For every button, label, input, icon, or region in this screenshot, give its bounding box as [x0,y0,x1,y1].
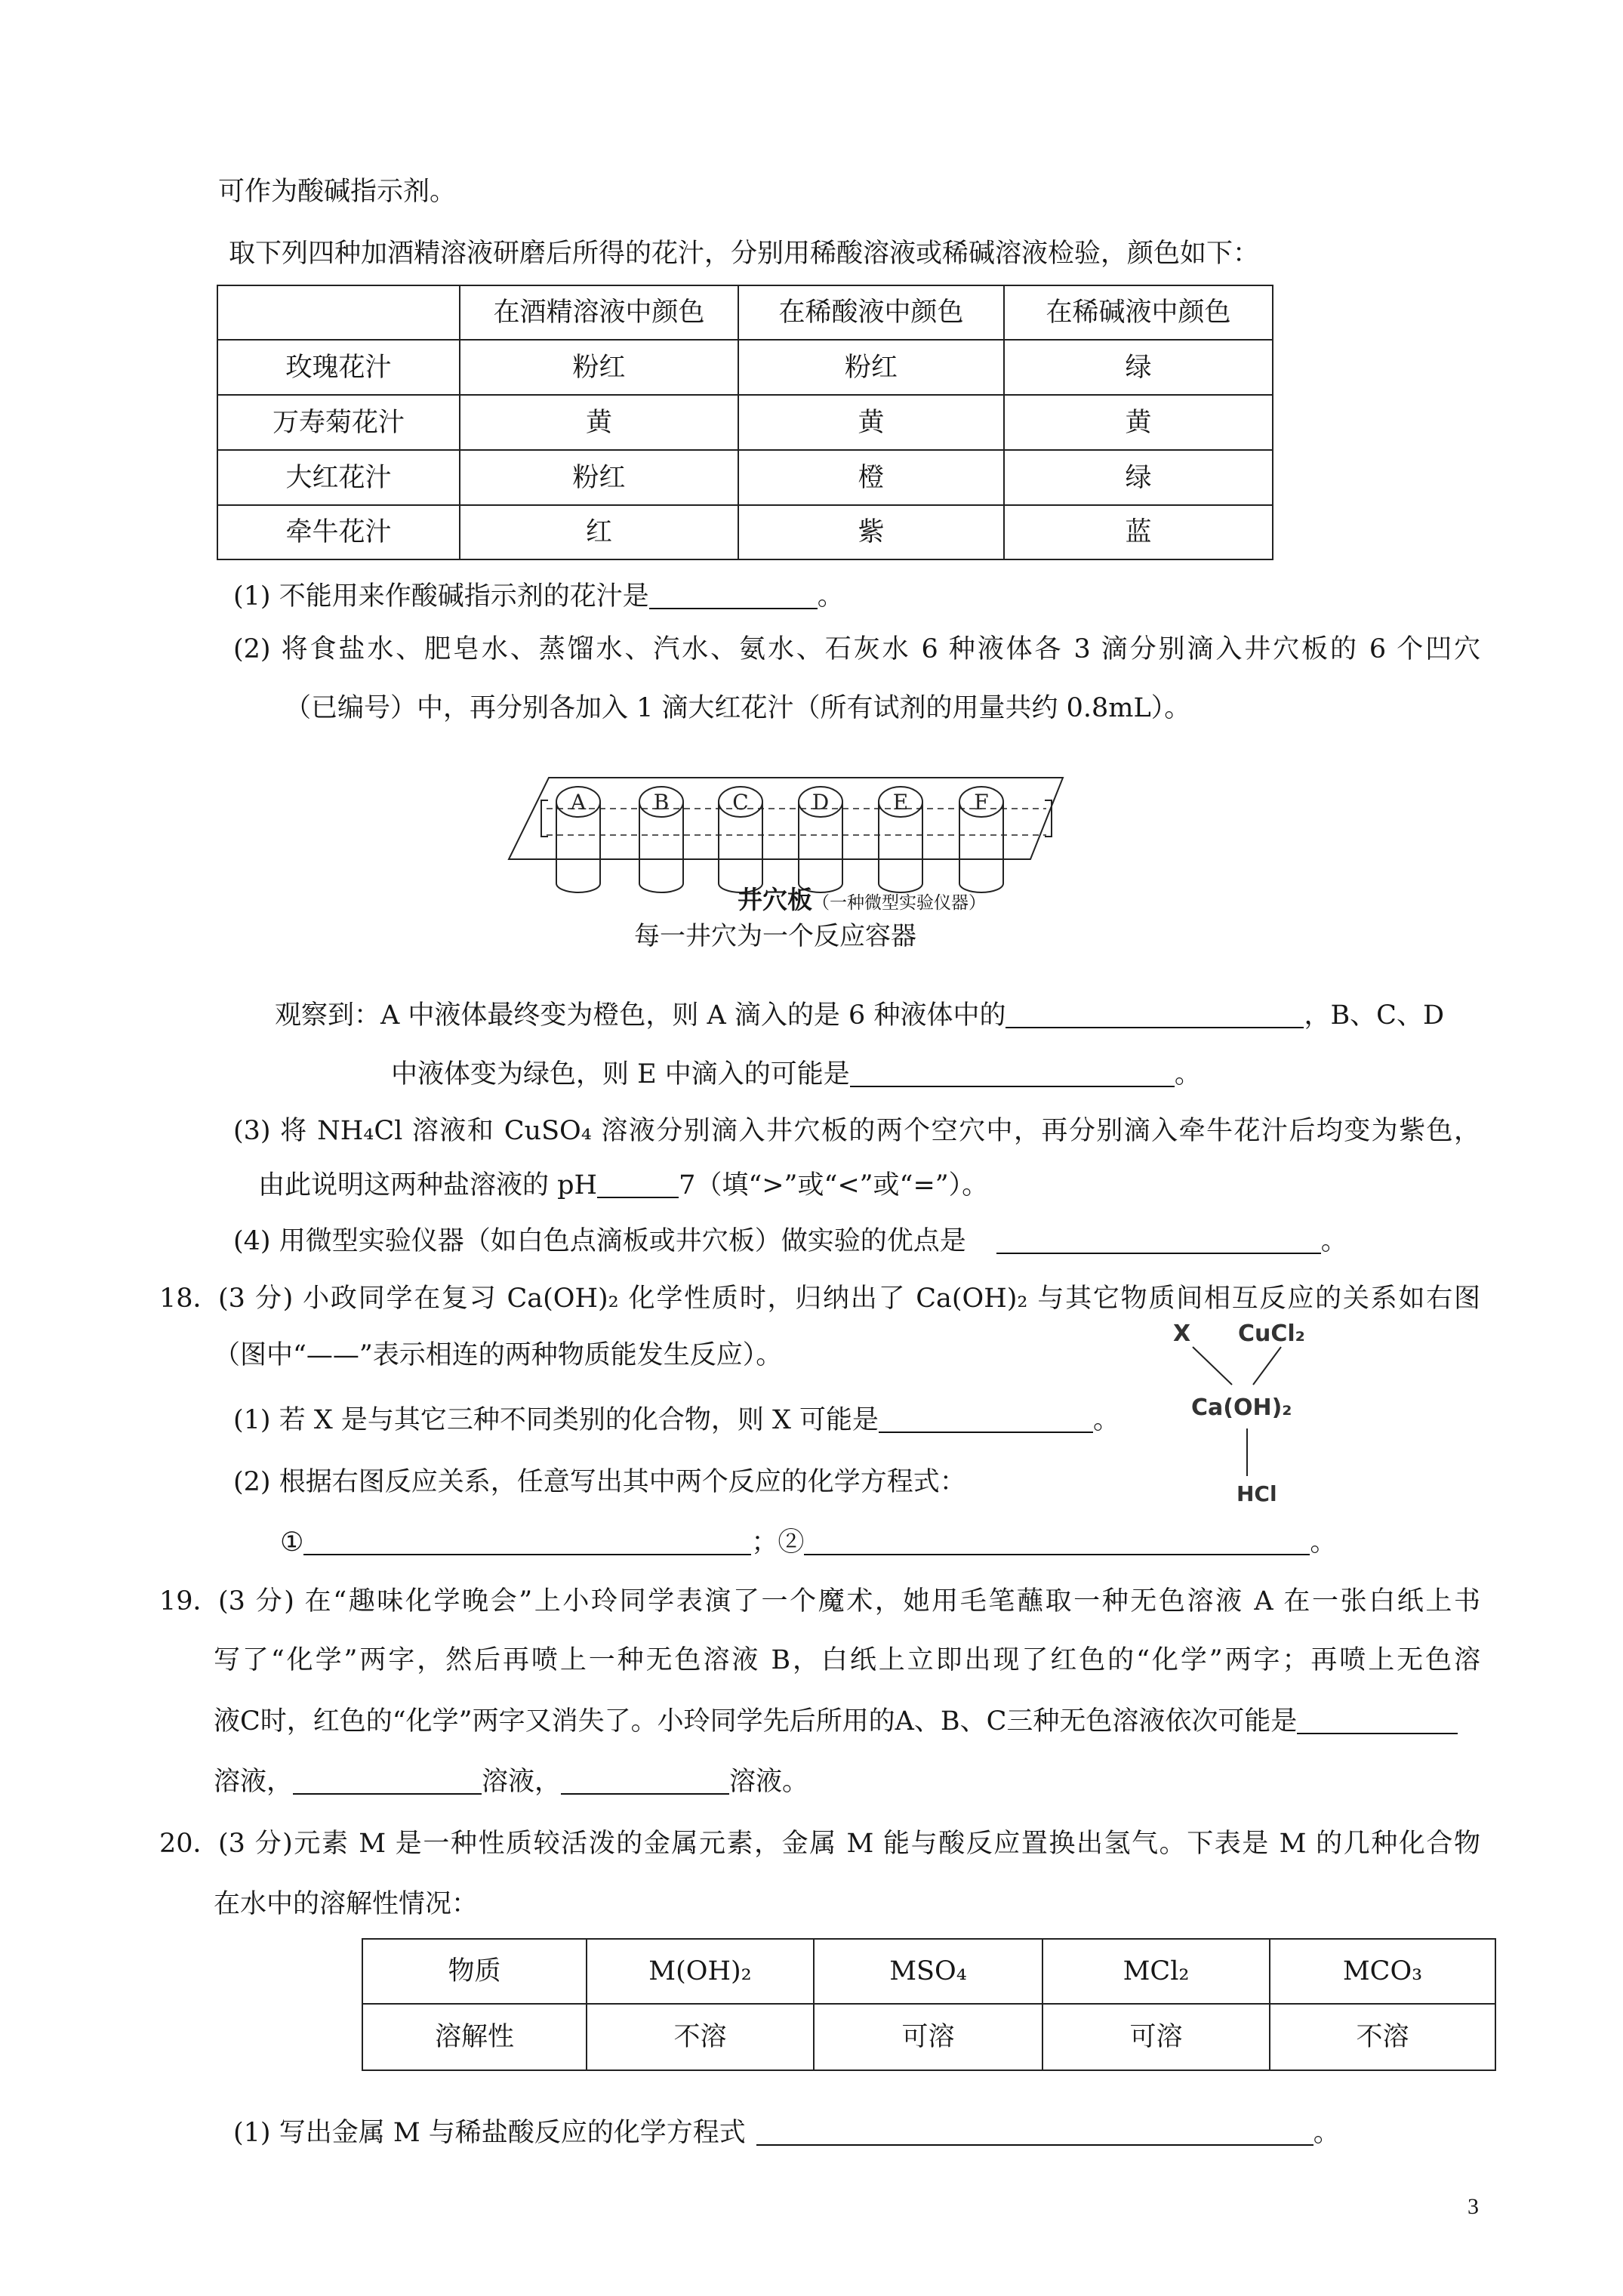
table-header-cell: MCl₂ [1042,1939,1270,2004]
q18-number: 18． [159,1284,220,1314]
table-header-row [217,285,1273,340]
q18-part1-text: (1) 若 X 是与其它三种不同类别的化合物，则 X 可能是 [233,1405,879,1435]
part4-text: (4) 用微型实验仪器（如白色点滴板或井穴板）做实验的优点是 [233,1226,966,1256]
observe-end: 。 [1174,1059,1201,1089]
figure-caption [738,883,986,921]
table-row [217,395,1273,450]
well-f [959,787,1003,892]
reaction-relation-diagram [1163,1314,1359,1510]
q19-line4-text: 溶液， [482,1767,562,1797]
well-e [879,787,922,892]
table-row-label: 万寿菊花汁 [217,395,460,450]
table-cell: 紫 [738,505,1004,559]
q18-answer-line [280,1526,1336,1559]
q17-observe-line2 [391,1058,1201,1091]
table-cell: 不溶 [1270,2004,1495,2070]
well-a [556,787,600,892]
right-bracket [1045,800,1052,837]
figure-caption-note: （一种微型实验仪器） [812,893,986,913]
q20-part1 [233,2116,1340,2150]
q20-part1-end: 。 [1313,2118,1340,2148]
q19-line1: (3 分) 在“趣味化学晚会”上小玲同学表演了一个魔术，她用毛笔蘸取一种无色溶液 A 在一张白纸上书 [218,1586,1480,1616]
diagram-caoh2-label: Ca(OH)₂ [1191,1395,1292,1421]
answer-blank [850,1063,1175,1087]
well-plate-figure [498,763,1079,902]
q20-line2: 在水中的溶解性情况： [214,1889,479,1919]
answer-blank [1297,1710,1458,1734]
table-header-cell: 在稀酸液中颜色 [738,285,1004,340]
table-cell: 绿 [1004,450,1273,505]
answer-blank [293,1771,482,1795]
well-label: A [570,790,587,815]
q17-part1-text: (1) 不能用来作酸碱指示剂的花汁是 [233,581,649,612]
q19-line3 [214,1705,1458,1738]
answer-blank [303,1531,751,1555]
table-cell: 粉红 [460,450,738,505]
q17-part2-line1: (2) 将食盐水、肥皂水、蒸馏水、汽水、氨水、石灰水 6 种液体各 3 滴分别滴入井穴板的 6 个凹穴 [233,634,1480,664]
figure-caption-sub: 每一井穴为一个反应容器 [634,921,916,951]
answer-end: 。 [1310,1527,1337,1558]
table-row-label: 物质 [362,1939,587,2004]
table-cell: 粉红 [738,340,1004,395]
intro-line-2: 取下列四种加酒精溶液研磨后所得的花汁，分别用稀酸溶液或稀碱溶液检验，颜色如下： [229,239,1260,269]
part3-end: 7（填“>”或“<”或“=”）。 [679,1170,989,1200]
q18-part1 [233,1404,1119,1437]
diagram-cucl2-label: CuCl₂ [1238,1321,1305,1347]
table-row-label: 大红花汁 [217,450,460,505]
diagram-link-x [1193,1347,1232,1385]
table-cell: 橙 [738,450,1004,505]
q17-part1 [233,580,844,613]
observe-text: 观察到：A 中液体最终变为橙色，则 A 滴入的是 6 种液体中的 [275,1000,1006,1031]
table-cell: 粉红 [460,340,738,395]
table-cell: 不溶 [587,2004,814,2070]
table-header-cell: 在稀碱液中颜色 [1004,285,1273,340]
table-header-row [362,1939,1495,2004]
q18-line2: （图中“——”表示相连的两种物质能发生反应）。 [214,1340,783,1370]
part4-end: 。 [1320,1226,1347,1256]
flower-juice-color-table [217,285,1273,560]
q19-line2: 写了“化学”两字，然后再喷上一种无色溶液 B，白纸上立即出现了红色的“化学”两字；再喷上无色溶 [214,1645,1480,1675]
well-label: E [892,790,909,815]
figure-caption-main: 井穴板 [738,885,812,914]
answer-blank [879,1409,1093,1433]
answer-separator: ；② [751,1527,805,1558]
table-cell: 绿 [1004,340,1273,395]
table-row [362,2004,1495,2070]
page-number: 3 [1467,2194,1479,2219]
table-row [217,505,1273,559]
table-header-cell: MSO₄ [814,1939,1042,2004]
q17-part3-line2 [258,1169,988,1202]
left-bracket [541,800,548,837]
table-row [217,340,1273,395]
well-label: D [812,790,830,815]
observe-text: 中液体变为绿色，则 E 中滴入的可能是 [391,1059,850,1089]
table-header-cell [217,285,460,340]
table-row-label: 牵牛花汁 [217,505,460,559]
q17-part3-line1: (3) 将 NH₄Cl 溶液和 CuSO₄ 溶液分别滴入井穴板的两个空穴中，再分别滴入牵牛花汁后均变为紫色， [233,1116,1480,1146]
solubility-table [362,1938,1496,2071]
q18-part1-end: 。 [1093,1405,1120,1435]
diagram-x-label: X [1173,1321,1191,1347]
q18-part2: (2) 根据右图反应关系，任意写出其中两个反应的化学方程式： [233,1467,966,1497]
answer-blank [1006,1004,1304,1028]
well-label: C [732,790,749,815]
well-b [639,787,683,892]
table-row [217,450,1273,505]
q17-part2-line2: （已编号）中，再分别各加入 1 滴大红花汁（所有试剂的用量共约 0.8mL）。 [285,693,1191,723]
answer-blank [597,1174,679,1198]
q20-number: 20． [159,1829,220,1859]
table-cell: 蓝 [1004,505,1273,559]
q19-line4-text: 溶液。 [729,1767,809,1797]
q19-line4 [214,1765,808,1798]
q18-line1: (3 分) 小政同学在复习 Ca(OH)₂ 化学性质时，归纳出了 Ca(OH)₂ 与其它物质间相互反应的关系如右图 [218,1284,1480,1314]
table-header-cell: 在酒精溶液中颜色 [460,285,738,340]
q19-number: 19． [159,1586,220,1616]
answer-mark-1: ① [280,1527,304,1558]
q19-line4-text: 溶液， [214,1767,294,1797]
q17-part1-end: 。 [817,581,844,612]
diagram-link-cucl2 [1253,1347,1281,1385]
table-cell: 黄 [460,395,738,450]
answer-blank [804,1531,1310,1555]
table-row-label: 玫瑰花汁 [217,340,460,395]
observe-end: ，B、C、D [1304,1000,1445,1031]
well-c [719,787,762,892]
table-cell: 黄 [738,395,1004,450]
table-header-cell: M(OH)₂ [587,1939,814,2004]
q19-line3-text: 液C时，红色的“化学”两字又消失了。小玲同学先后所用的A、B、C三种无色溶液依次可能是 [214,1706,1298,1737]
q17-part4 [233,1225,1347,1258]
intro-line-1: 可作为酸碱指示剂。 [218,177,457,207]
diagram-hcl-label: HCl [1236,1481,1277,1506]
table-cell: 红 [460,505,738,559]
table-cell: 黄 [1004,395,1273,450]
answer-blank [561,1771,729,1795]
table-row-label: 溶解性 [362,2004,587,2070]
well-label: B [653,790,670,815]
q20-part1-text: (1) 写出金属 M 与稀盐酸反应的化学方程式 [233,2118,746,2148]
table-cell: 可溶 [814,2004,1042,2070]
q17-observe-line1 [275,999,1444,1032]
q20-line1: (3 分)元素 M 是一种性质较活泼的金属元素，金属 M 能与酸反应置换出氢气。下表是 M 的几种化合物 [218,1829,1480,1859]
answer-blank [996,1230,1321,1254]
well-d [799,787,842,892]
answer-blank [649,585,818,609]
table-cell: 可溶 [1042,2004,1270,2070]
answer-blank [756,2122,1313,2146]
well-label: F [974,790,989,815]
table-header-cell: MCO₃ [1270,1939,1495,2004]
part3-text: 由此说明这两种盐溶液的 pH [258,1170,598,1200]
